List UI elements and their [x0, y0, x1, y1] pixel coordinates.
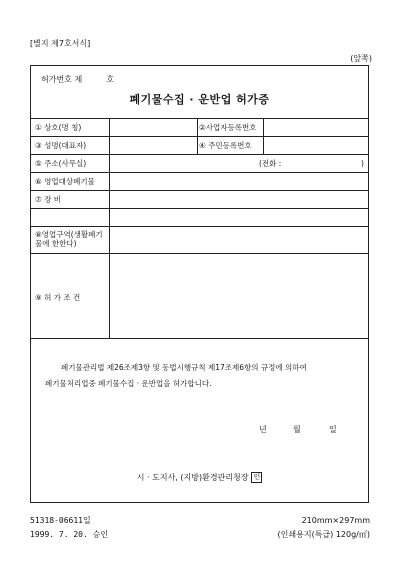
resident-reg-no-label: ④ 주민등록번호 [199, 141, 252, 150]
permit-number [41, 74, 114, 85]
approval-date: 1999. 7. 20. 승인 [30, 530, 109, 539]
statement-line-1: 폐기물관리법 제26조제3항 및 동법시행규칙 제17조제6항의 규정에 의하여 [61, 363, 307, 372]
date-month: 월 [293, 425, 301, 434]
mid-column-divider [263, 118, 264, 154]
phone-label: (전화 : [259, 159, 282, 168]
row-divider [31, 253, 368, 254]
signer-line [31, 472, 368, 483]
mid-column-divider [197, 118, 198, 154]
table-border [31, 118, 368, 119]
form-number: [별지 제7호서식] [30, 39, 91, 48]
row-divider [31, 190, 368, 191]
paper-type: (인쇄용지(특급) 120g/㎡) [277, 530, 370, 539]
form-code: 51318-06611일 [30, 516, 91, 525]
signer-title: 시 · 도지사, (지방)환경관리청장 [136, 473, 249, 482]
equipment-label: ⑦ 장 비 [35, 195, 61, 204]
address-label: ⑤ 주소(사무실) [35, 159, 87, 168]
date-year: 년 [259, 425, 267, 434]
form-title: 폐기물수집 · 운반업 허가증 [129, 93, 270, 106]
phone-close: ) [361, 159, 364, 168]
company-name-label: ① 상호(명 칭) [35, 123, 82, 132]
paper-size: 210mm×297mm [301, 516, 370, 525]
permit-number-label: 허가번호 제 [41, 75, 83, 84]
seal-mark: 인 [253, 473, 261, 481]
footer-right [278, 514, 370, 542]
permit-form [30, 65, 369, 503]
statement-line-2: 폐기물처리업중 폐기물수집 · 운반업을 허가합니다. [45, 379, 212, 388]
conditions-label: ⑨ 허 가 조 건 [35, 293, 81, 302]
table-bottom [31, 338, 368, 339]
representative-label: ③ 성명(대표자) [35, 141, 87, 150]
business-area-label: ⑧영업구역(생활폐기물에 한한다) [35, 230, 103, 248]
row-divider [31, 208, 368, 209]
permit-statement [45, 360, 356, 392]
footer-left [30, 514, 108, 542]
permit-number-suffix: 호 [106, 75, 114, 84]
date-day: 일 [329, 425, 337, 434]
target-waste-label: ⑥ 영업대상폐기물 [35, 177, 95, 186]
row-divider [31, 172, 368, 173]
row-divider [31, 226, 368, 227]
label-column-divider [109, 118, 110, 338]
page-side-note: (앞쪽) [350, 54, 372, 63]
row-divider [31, 136, 368, 137]
business-reg-no-label: ②사업자등록번호 [199, 123, 257, 132]
row-divider [31, 154, 368, 155]
